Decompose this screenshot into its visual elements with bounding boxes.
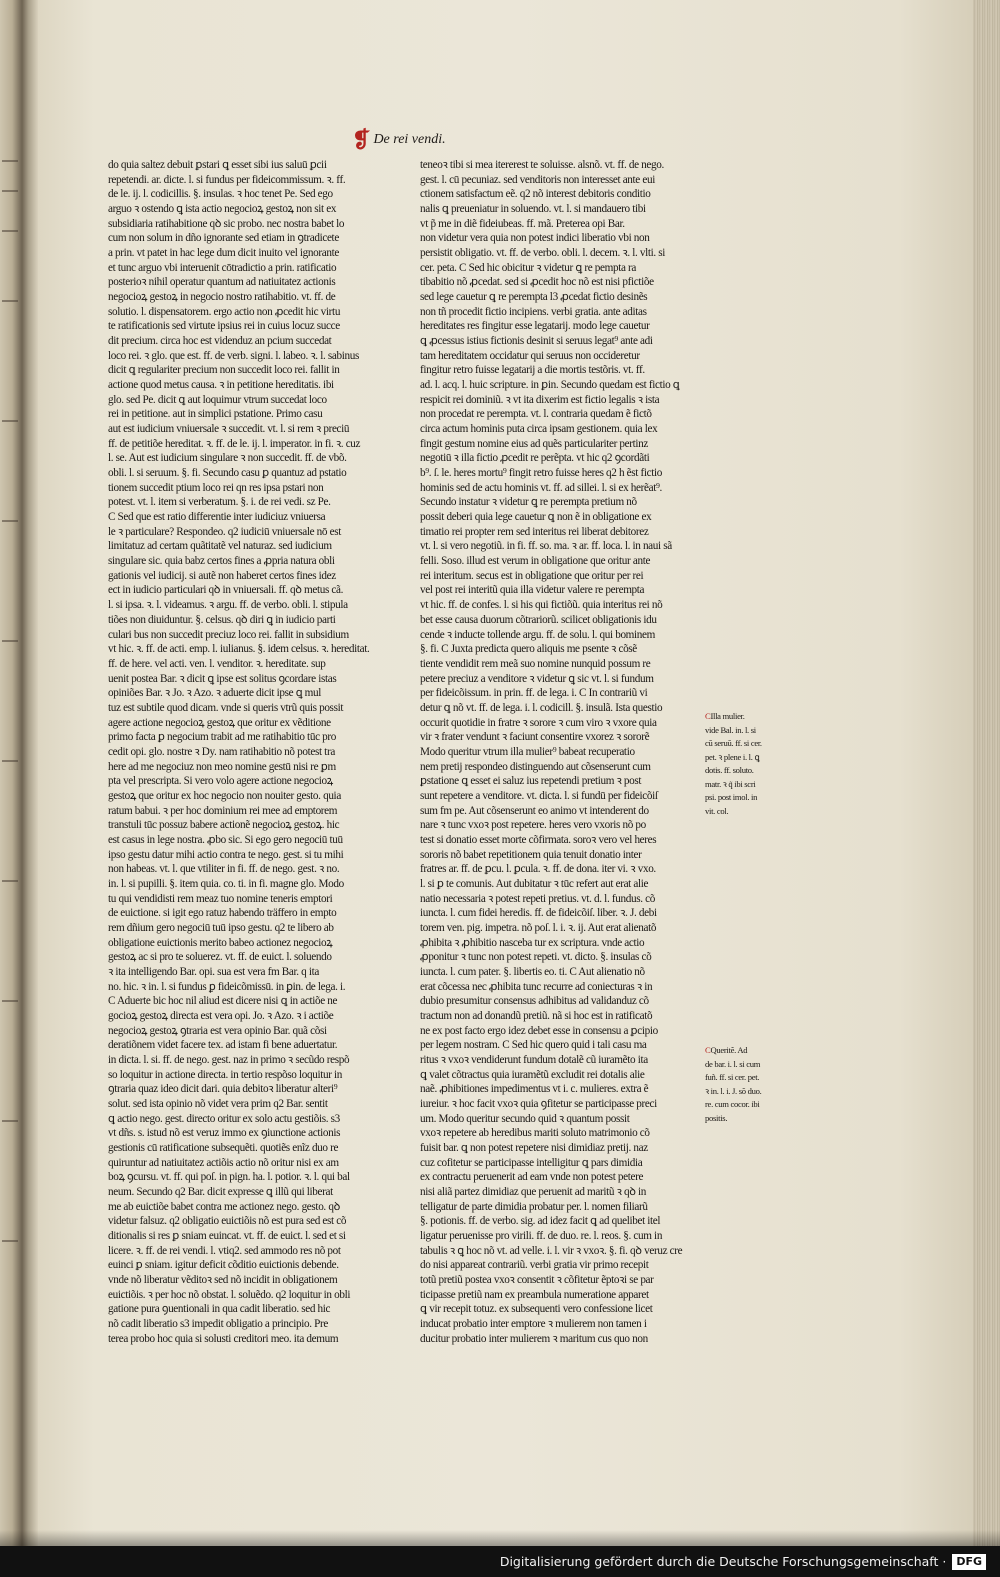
text-line: Secundo instatur ꝛ videtur ꝗ re perempta pretium nõ <box>420 496 637 509</box>
margin-note-text: re. cum cocor. ibi <box>705 1099 760 1109</box>
text-line: ect in iudicio particulari qꝺ in vniuersali. ff. qꝺ metus cã. <box>108 584 344 597</box>
text-line: l. se. Aut est iudicium singulare ꝛ non succedit. ff. de vbõ. <box>108 452 347 465</box>
text-line: ligatur peruenisse pro virili. ff. de duo. re. l. reos. §. cum in <box>420 1230 663 1243</box>
margin-note-line <box>705 1098 797 1112</box>
text-line: et tunc arguo vbi interuenit cōtradictio a prin. ratificatio <box>108 261 337 274</box>
text-line: ff. de here. vel acti. ven. l. venditor. ꝛ. hereditate. sup <box>108 657 326 670</box>
text-line: obligatione euictionis merito babeo actionez negocioꝝ <box>108 936 333 949</box>
text-line: agere actione negocioꝝ gestoꝝ que oritur ex vẽditione <box>108 716 331 729</box>
text-line: um. Modo queritur secundo quid ꝛ quantum possit <box>420 1112 630 1125</box>
text-line: tam hereditatem occidatur qui seruus non occideretur <box>420 349 640 362</box>
text-line: videtur falsuz. q2 obligatio euictiõis nõ est pura sed est cõ <box>108 1215 347 1228</box>
text-line: iureiur. ꝛ hoc facit vxoꝛ quia ꝯfitetur se participasse preci <box>420 1098 657 1110</box>
text-line: hereditates res fingitur esse legatarij. modo lege cauetur <box>420 320 650 333</box>
margin-note-line <box>705 1085 797 1099</box>
text-line: do quia saltez debuit ꝑstari ꝗ esset sibi ius saluū ꝑcii <box>108 159 327 171</box>
text-line: respicit rei dominiũ. ꝛ vt ita dixerim est fictio legalis ꝛ ista <box>420 393 660 406</box>
text-line: singulare sic. quia babz certos fines a ꝓpria natura obli <box>108 555 335 568</box>
text-line: ff. de petitiõe hereditat. ꝛ. ff. de le. ij. l. imperator. in fi. ꝛ. cuz <box>108 437 361 450</box>
margin-note-text: positis. <box>705 1112 728 1123</box>
text-line: tabulis ꝛ ꝗ hoc nõ vt. ad velle. i. l. vir ꝛ vxoꝛ. §. fi. qꝺ veruz cre <box>420 1244 683 1257</box>
text-line: actione quod metus causa. ꝛ in petitione hereditatis. ibi <box>108 379 334 392</box>
digitization-banner <box>0 1546 1000 1577</box>
text-line: totũ pretiũ postea vxoꝛ consentit ꝛ cõfitetur ẽptoꝛi se par <box>420 1274 654 1287</box>
text-line: licere. ꝛ. ff. de rei vendi. l. vtiq2. sed ammodo res nõ pot <box>108 1244 341 1257</box>
margin-note-line <box>705 737 797 751</box>
text-line: loco rei. ꝛ glo. que est. ff. de verb. signi. l. labeo. ꝛ. l. sabinus <box>108 349 359 362</box>
text-line: ad. l. acq. l. huic scripture. in ꝑin. Secundo quedam est fictio ꝗ <box>420 379 680 392</box>
text-line: rei interitum. secus est in obligatione que oritur per rei <box>420 569 644 582</box>
text-line: cende ꝛ inducte tollende argu. ff. de solu. l. qui bominem <box>420 628 656 641</box>
text-line: a prin. vt patet in hac lege dum dicit inuito vel ignorante <box>108 247 339 260</box>
text-line: quiruntur ad natiuitatez actiõis actio nõ oritur nisi ex am <box>108 1156 339 1169</box>
text-line: fingitur retro fuisse legatarij a die mortis testõris. vt. ff. <box>420 364 645 377</box>
text-line: sum fm pe. Aut cõsenserunt eo animo vt intenderent do <box>420 804 649 817</box>
text-line: non tñ procedit fictio incipiens. verbi gratia. ante aditas <box>420 305 647 318</box>
text-line: bet esse causa duorum cõtrariorũ. scilicet obligationis idu <box>420 613 657 626</box>
text-line: subsidiaria ratihabitione qꝺ sic probo. nec nostra babet lo <box>108 217 345 230</box>
margin-note-line <box>705 1058 797 1072</box>
text-line: natio necessaria ꝛ potest repeti pretius. vt. d. l. fundus. cõ <box>420 892 655 905</box>
text-line: vt dñs. s. istud nõ est veruz immo ex ꝯiunctione actionis <box>108 1127 341 1140</box>
text-line: occurit quotidie in fratre ꝛ sorore ꝛ cum viro ꝛ vxore quia <box>420 716 657 729</box>
text-line: fuisit bar. ꝗ non potest repetere nisi dimidiaz pretij. naz <box>420 1142 648 1155</box>
text-line: dicit ꝗ regulariter precium non succedit loco rei. fallit in <box>108 364 340 377</box>
text-line: ratum babui. ꝛ per hoc dominium rei mee ad emptorem <box>108 804 338 817</box>
text-line: teneoꝛ tibi si mea itererest te soluisse. alsnõ. vt. ff. de nego. <box>420 159 664 171</box>
margin-note-text: pet. ꝛ plene i. l. ꝗ <box>705 751 760 762</box>
text-line: l. si ipsa. ꝛ. l. videamus. ꝛ argu. ff. de verbo. obli. l. stipula <box>108 599 348 612</box>
text-line: erat cõcessa nec ꝓhibita tunc recurre ad coniecturas ꝛ in <box>420 980 653 993</box>
text-line: le ꝛ particulare? Respondeo. q2 iudiciū vniuersale nō est <box>108 525 341 538</box>
margin-note-text: Illa mulier. <box>710 711 745 721</box>
text-line: terea probo hoc quia si solusti creditori meo. ita demum <box>108 1332 339 1345</box>
text-line: cedit opi. glo. nostre ꝛ Dy. nam ratihabitio nõ potest tra <box>108 745 335 758</box>
text-line: in dicta. l. si. ff. de nego. gest. naz in primo ꝛ secũdo respõ <box>108 1053 350 1066</box>
text-line: tiente vendidit rem meã suo nomine nunquid possum re <box>420 657 651 670</box>
book-spine-gutter <box>22 0 38 1577</box>
text-line: ditionalis si res ꝑ sniam euincat. vt. ff. de euict. l. sed et si <box>108 1230 346 1243</box>
text-line: euinci ꝑ sniam. igitur deficit cõditio euictionis debende. <box>108 1259 339 1272</box>
margin-note-text: vit. col. <box>705 805 729 816</box>
text-line: ꝑstatione ꝗ esset ei saluz ius repetendi pretium ꝛ post <box>420 775 642 788</box>
margin-note-line <box>705 710 797 724</box>
text-line: rem dñium gero negociū tuū ipso gestu. q2 te libero ab <box>108 921 334 934</box>
text-line: gationis vel iudicij. si autẽ non haberet certos fines idez <box>108 569 336 582</box>
text-line: per legem nostram. C Sed hic quero quid i tali casu ma <box>420 1039 647 1052</box>
text-line: gest. l. cū pecuniaz. sed venditoris non interesset ante eui <box>420 173 655 186</box>
text-line: potest. vt. l. item si verberatum. §. i. de rei vedi. sz Pe. <box>108 496 331 509</box>
text-line: tionem succedit ptium loco rei qn res ipsa pstari non <box>108 481 324 494</box>
text-line: petere preciuz a venditore ꝛ videtur ꝗ sic vt. l. si fundum <box>420 672 654 685</box>
text-line: nare ꝛ tunc vxoꝛ post repetere. heres vero vxoris nõ po <box>420 819 646 832</box>
text-line: nalis ꝗ preueniatur in soluendo. vt. l. si mandauero tibi <box>420 203 646 216</box>
text-line: iuncta. l. cum pater. §. libertis eo. ti. C Aut alienatio nõ <box>420 965 645 978</box>
text-line: ex contractu peruenerit ad eam vnde non potest petere <box>420 1171 644 1184</box>
margin-note-text: Queritẽ. Ad <box>710 1045 748 1055</box>
text-line: torem ven. pig. impetra. nõ poſ. l. i. ꝛ. ij. Aut erat alienatõ <box>420 921 657 934</box>
margin-note-1 <box>705 710 797 818</box>
text-line: primo facta ꝑ negocium trabit ad me ratihabitio tūc pro <box>108 731 336 744</box>
margin-note-line <box>705 805 797 819</box>
text-line: opiniões Bar. ꝛ Jo. ꝛ Azo. ꝛ aduerte dicit ipse ꝗ mul <box>108 687 322 700</box>
page-bottom-shadow <box>0 1530 1000 1546</box>
text-line: negocioꝝ gestoꝝ in negocio nostro ratihabitio. vt. ff. de <box>108 291 336 304</box>
text-line: ne ex post facto ergo idez debet esse in consensu a ꝑcipio <box>420 1024 658 1037</box>
text-line: neum. Secundo q2 Bar. dicit expresse ꝗ illũ qui liberat <box>108 1186 333 1199</box>
text-line: ꝗ actio nego. gest. directo oritur ex solo actu gestiõis. s3 <box>108 1112 340 1125</box>
page-fore-edge <box>973 0 1000 1546</box>
text-line: tibabitio nõ ꝓcedat. sed si ꝓcedit hoc nõ est nisi pfictiõe <box>420 276 654 289</box>
text-line: gestoꝝ que oritur ex hoc negocio non nouiter gesto. quia <box>108 789 341 802</box>
text-line: glo. sed Pe. dicit ꝗ aut loquimur vtrum succedat loco <box>108 393 327 406</box>
text-line: ritus ꝛ vxoꝛ vendiderunt fundum dotalẽ cũ iuramẽto ita <box>420 1053 648 1066</box>
text-line: limitatuz ad certam quãtitatẽ vel naturaz. sed iudicium <box>108 540 332 553</box>
dfg-logo: DFG <box>952 1554 986 1570</box>
text-line: arguo ꝛ ostendo ꝗ ista actio negocioꝝ gestoꝝ non sit ex <box>108 203 337 216</box>
text-line: tuz est subtile quod dicam. vnde si queris vtrũ quis possit <box>108 701 344 714</box>
text-line: aut est iudicium vniuersale ꝛ succedit. vt. l. si rem ꝛ preciū <box>108 423 350 436</box>
text-line: de euictione. si igit ego ratuz habendo träffero in empto <box>108 907 337 920</box>
text-line: circa actum hominis puta circa ipsam gestionem. quia lex <box>420 423 658 436</box>
text-line: hominis sed de actu hominis vt. ff. ad sillei. l. si ex herẽat⁹. <box>420 481 662 494</box>
footer-credit: Digitalisierung gefördert durch die Deutsche Forschungsgemeinschaft · <box>499 1554 947 1569</box>
text-line: gestionis cū ratificatione subsequẽti. quotiẽs enĩz duo re <box>108 1142 339 1155</box>
text-line: so loquitur in actione directa. in tertio respõso loquitur in <box>108 1068 343 1081</box>
text-line: in. l. si pupilli. §. item quia. co. ti. in fi. magne glo. Modo <box>108 877 344 890</box>
text-line: non habeas. vt. l. que vtiliter in fi. ff. de nego. gest. ꝛ no. <box>108 863 340 876</box>
running-head: De rei vendi. <box>373 132 446 147</box>
margin-note-line <box>705 791 797 805</box>
text-line: C Aduerte bic hoc nil aliud est dicere nisi ꝗ in actiõe ne <box>108 995 338 1008</box>
text-line: no. hic. ꝛ in. l. si fundus ꝑ fideicõmissū. in ꝑin. de lega. i. <box>108 980 346 993</box>
text-line: C Sed que est ratio differentie inter iudiciuz vniuersa <box>108 511 326 524</box>
text-line: posterioꝛ nihil operatur quantum ad natiuitatez actionis <box>108 276 336 289</box>
text-line: b⁹. ſ. le. heres mortu⁹ fingit retro fuisse heres q2 h ẽst fictio <box>420 467 662 480</box>
text-line: gatione pura ꝯuentionali in qua cadit liberatio. sed hic <box>108 1303 331 1316</box>
text-line: cuz cofitetur se participasse intelligitur ꝗ pars dimidia <box>420 1156 643 1169</box>
text-line: non videtur vera quia non potest indici liberatio vbi non <box>420 232 650 245</box>
rubric-mark-icon: C <box>705 1045 711 1055</box>
text-line: possit deberi quia lege cauetur ꝗ non ẽ in obligatione ex <box>420 511 652 524</box>
text-line: ꝗ valet cõtractus quia iuramẽtũ excludit rei dotalis alie <box>420 1068 645 1081</box>
margin-note-line <box>705 1071 797 1085</box>
text-line: transtuli tūc possuz babere actionẽ negocioꝝ gestoꝝ. hic <box>108 819 340 832</box>
text-line: cer. peta. C Sed hic obicitur ꝛ videtur ꝗ re pempta ra <box>420 261 637 274</box>
text-line: vxoꝛ repetere ab heredibus mariti soluto matrimonio cõ <box>420 1127 650 1140</box>
text-column-left <box>108 158 392 1346</box>
text-line: rei in petitione. aut in simplici pstatione. Primo casu <box>108 408 323 421</box>
text-line: gestoꝝ ac si pro te soluerez. vt. ff. de euict. l. soluendo <box>108 951 332 964</box>
text-line: ticipasse pretiũ nam ex preambula numeratione apparet <box>420 1288 649 1301</box>
text-line: gocioꝝ gestoꝝ directa est vera opi. Jo. ꝛ Azo. ꝛ i actiõe <box>108 1009 334 1022</box>
text-line: boꝝ ꝯcursu. vt. ff. qui poſ. in pign. ha. l. potior. ꝛ. l. qui bal <box>108 1171 350 1184</box>
text-line: timatio rei propter rem sed interitus rei liberat debitorez <box>420 525 649 538</box>
text-line: tractum non ad donandũ pretiũ. nã si hoc est in ratificatõ <box>420 1009 653 1022</box>
text-line: vt. l. si vero negotiũ. in fi. ff. so. ma. ꝛ ar. ff. loca. l. in naui sã <box>420 540 672 553</box>
text-line: ꝗ ꝓcessus istius fictionis desinit si seruus legat⁹ ante adi <box>420 335 653 348</box>
text-line: obli. l. si seruum. §. fi. Secundo casu ꝑ quantuz ad pstatio <box>108 467 347 480</box>
text-line: sed lege cauetur ꝗ re perempta l3 ꝓcedat fictio desinẽs <box>420 291 648 304</box>
text-line: euictiõis. ꝛ per hoc nõ obstat. l. soluẽdo. q2 loquitur in obli <box>108 1288 351 1301</box>
margin-note-text: ꝛ in. l. i. J. sõ duo. <box>705 1085 762 1096</box>
text-line: tu qui vendidisti rem meaz tuo nomine teneris emptori <box>108 892 333 905</box>
text-line: l. si ꝑ te comunis. Aut dubitatur ꝛ tūc refert aut erat alie <box>420 877 649 890</box>
rubric-mark-icon: C <box>705 711 711 721</box>
text-line: naẽ. ꝓhibitiones impedimentus vt i. c. mulieres. extra ẽ <box>420 1083 649 1096</box>
text-line: telligatur de parte dimidia probatur per. l. nomen filiarũ <box>420 1200 648 1213</box>
margin-note-text: matr. ꝛ q̃ ibi scri <box>705 778 756 789</box>
margin-note-line <box>705 1044 797 1058</box>
text-line: dit precium. circa hoc est videnduz an pcium succedat <box>108 335 332 348</box>
text-line: sunt repetere a venditore. vt. dicta. l. si fundū per fideicõiſ <box>420 789 658 802</box>
margin-note-line <box>705 751 797 765</box>
text-line: culari bus non succedit preciuz loco rei. fallit in subsidium <box>108 628 349 641</box>
text-line: iuncta. l. cum fidei heredis. ff. de fideicõiſ. liber. ꝛ. J. debi <box>420 907 657 920</box>
margin-note-line <box>705 778 797 792</box>
text-line: dubio presumitur consensus adhibitus ad validanduz cõ <box>420 995 649 1008</box>
text-line: persistit obligatio. vt. ff. de verbo. obli. l. decem. ꝛ. l. vlti. si <box>420 247 666 260</box>
text-line: cum non solum in dño ignorante sed etiam in ꝯtradicete <box>108 232 339 245</box>
text-line: est casus in lege nostra. ꝓbo sic. Si ego gero negociū tuū <box>108 833 343 846</box>
text-line: tiões non diuiduntur. §. celsus. qꝺ diri ꝗ in iudicio parti <box>108 613 336 626</box>
text-line: sororis nõ babet repetitionem quia tenuit donatio inter <box>420 848 642 861</box>
text-line: pta vel prescripta. Si vero volo agere actione negocioꝝ <box>108 775 333 788</box>
text-line: solut. sed ista opinio nõ videt vera prim q2 Bar. sentit <box>108 1098 328 1110</box>
margin-note-text: vide Bal. in. l. si <box>705 724 756 735</box>
text-line: vnde nõ liberatur vẽditoꝛ sed nõ incidit in obligationem <box>108 1274 338 1287</box>
text-line: vt hic. ꝛ. ff. de acti. emp. l. iulianus. §. idem celsus. ꝛ. hereditat. <box>108 643 370 656</box>
text-line: fingit gestum nomine eius ad quẽs particulariter pertinz <box>420 437 649 450</box>
text-line: per fideicõissum. in prin. ff. de lega. i. C In contrariũ vi <box>420 687 648 700</box>
text-line: felli. Soso. illud est verum in obligatione que oritur ante <box>420 555 651 568</box>
text-line: te ratificationis sed virtute ipsius rei in cuius locuz succe <box>108 320 340 333</box>
text-line: negotiū ꝛ illa fictio ꝓcedit re perẽpta. vt hic q2 ꝯcordãti <box>420 452 650 465</box>
text-line: here ad me negociuz non meo nomine gestū nisi re ꝑm <box>108 760 336 773</box>
text-line: non procedat re perempta. vt. l. contraria quedam ẽ fictõ <box>420 408 652 421</box>
text-line: vel post rei interitũ quia illa videtur valere re perempta <box>420 584 645 597</box>
text-line: do nisi appareat contrariũ. verbi gratia vir primo recepit <box>420 1259 649 1272</box>
text-line: ꝗ vir recepit totuz. ex subsequenti vero confessione licet <box>420 1303 653 1316</box>
left-page-edge <box>0 0 22 1577</box>
margin-note-text: dotis. ff. soluto. <box>705 765 754 775</box>
margin-note-line <box>705 764 797 778</box>
margin-note-line <box>705 1112 797 1126</box>
text-line: ꝯtraria quaz ideo dicit dari. quia debitoꝛ liberatur alteri⁹ <box>108 1083 338 1096</box>
text-line: ipso gestu datur mihi actio contra te nego. gest. si tu mihi <box>108 848 344 861</box>
text-line: Modo queritur vtrum illa mulier⁹ babeat recuperatio <box>420 745 635 758</box>
text-line: vt hic. ff. de confes. l. si his qui fictiõũ. quia interitus rei nõ <box>420 599 663 612</box>
text-line: §. fi. C Juxta predicta quero aliquis me psente ꝛ cõsẽ <box>420 643 637 656</box>
text-line: ctionem satisfactum eẽ. q2 nõ interest debitoris conditio <box>420 188 651 201</box>
text-line: repetendi. ar. dicte. l. si fundus per fideicommissum. ꝛ. ff. <box>108 173 346 186</box>
margin-note-text: psi. post imol. in <box>705 792 758 802</box>
text-line: nisi aliã partez dimidiaz que peruenit ad maritũ ꝛ qꝺ in <box>420 1186 647 1199</box>
text-line: solutio. l. dispensatorem. ergo actio non ꝓcedit hic virtu <box>108 305 341 318</box>
text-line: ducitur probatio inter mulierem ꝛ maritum cus quo non <box>420 1332 648 1345</box>
text-column-right <box>420 158 702 1346</box>
page-header <box>352 128 446 152</box>
text-line: ꝓhibita ꝛ ꝓhibitio nasceba tur ex scriptura. vnde actio <box>420 936 645 949</box>
text-line: nõ cadit liberatio s3 impedit obligatio a principio. Pre <box>108 1318 328 1331</box>
text-line: inducat probatio inter emptore ꝛ mulierem non tamen i <box>420 1318 647 1331</box>
margin-note-text: de bar. i. l. si cum <box>705 1058 761 1069</box>
text-line: me ab euictiõe babet contra me actionez nego. gesto. qꝺ <box>108 1200 340 1213</box>
text-line: detur ꝗ nõ vt. ff. de lega. i. l. codicill. §. insulã. Ista questio <box>420 701 663 714</box>
text-line: vt p̃ me in diẽ fideiubeas. ff. mã. Preterea opi Bar. <box>420 217 625 230</box>
text-line: §. potionis. ff. de verbo. sig. ad idez facit ꝗ ad quelibet itel <box>420 1215 661 1228</box>
margin-note-line <box>705 724 797 738</box>
margin-note-2 <box>705 1044 797 1125</box>
text-line: ꝓponitur ꝛ tunc non potest repeti. vt. dicto. §. insulas cõ <box>420 951 652 964</box>
text-line: uenit postea Bar. ꝛ dicit ꝗ ipse est solitus ꝯcordare istas <box>108 672 337 685</box>
margin-note-text: fuñ. ff. si cer. pet. <box>705 1072 760 1082</box>
text-line: negocioꝝ gestoꝝ ꝯtraria est vera opinio Bar. quã cõsi <box>108 1024 327 1037</box>
text-line: deratiõnem videt facere tex. ad istam fi bene aduertatur. <box>108 1039 338 1052</box>
text-line: test si donatio esset morte cõfirmata. soroꝛ vero vel heres <box>420 833 657 846</box>
text-line: de le. ij. l. codicillis. §. insulas. ꝛ hoc tenet Pe. Sed ego <box>108 188 333 201</box>
margin-note-text: cū seruū. ff. si cer. <box>705 738 762 748</box>
text-line: vir ꝛ frater vendunt ꝛ faciunt consentire vxorez ꝛ sororẽ <box>420 731 650 744</box>
rubric-pilcrow-icon: ❡ <box>352 127 371 153</box>
text-line: nem pretij respondeo distinguendo aut cõsenserunt cum <box>420 760 651 773</box>
text-line: ꝛ ita intelligendo Bar. opi. sua est vera fm Bar. q ita <box>108 965 319 978</box>
text-line: fratres ar. ff. de ꝑcu. l. ꝑcula. ꝛ. ff. de dona. iter vi. ꝛ vxo. <box>420 863 656 876</box>
